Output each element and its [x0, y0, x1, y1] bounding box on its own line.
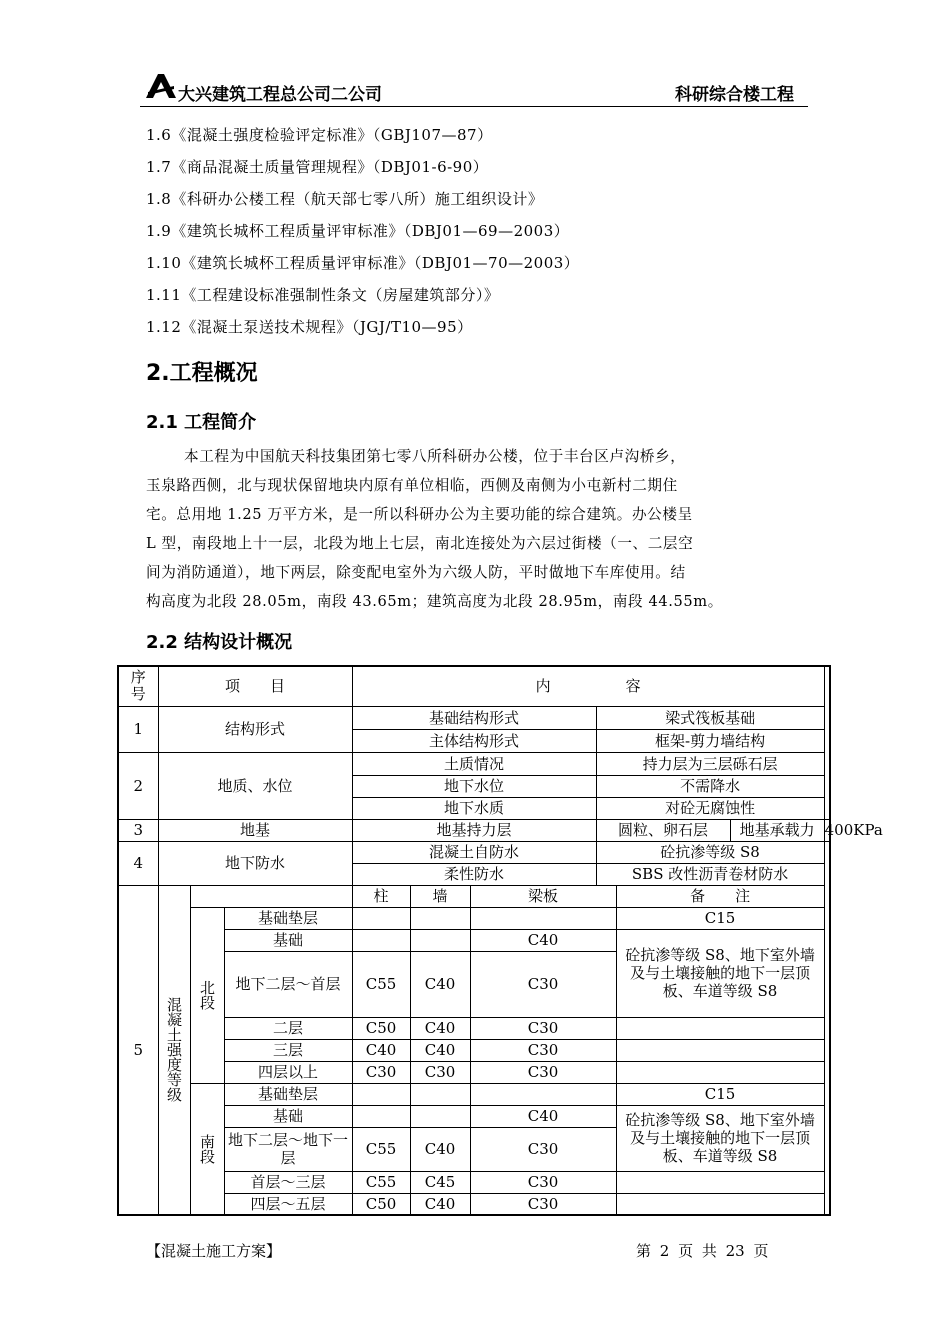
column-grade [352, 929, 410, 951]
row-item: 地质、水位 [158, 752, 352, 819]
row-number: 2 [118, 752, 158, 819]
note-cell [616, 1171, 824, 1193]
north-section-label: 北段 [190, 907, 224, 1083]
concrete-header-row [118, 885, 830, 907]
beam-grade [470, 907, 616, 929]
row-value: 不需降水 [596, 775, 824, 797]
column-grade [352, 1083, 410, 1105]
table-row [118, 907, 830, 929]
header-item: 项 目 [158, 666, 352, 706]
column-grade [352, 1105, 410, 1127]
note-cell [616, 1017, 824, 1039]
table-row [118, 1171, 830, 1193]
row-number: 5 [118, 885, 158, 1215]
reference-item: 1.12《混凝土泵送技术规程》（JGJ/T10—95） [146, 318, 473, 336]
table-row [118, 1017, 830, 1039]
table-row [118, 706, 830, 729]
column-grade: C50 [352, 1017, 410, 1039]
reference-item: 1.6《混凝土强度检验评定标准》（GBJ107—87） [146, 126, 493, 144]
bearing-capacity-value: 400KPa [824, 821, 883, 839]
wall-grade: C40 [410, 1193, 470, 1215]
wall-grade: C45 [410, 1171, 470, 1193]
wall-grade: C40 [410, 1017, 470, 1039]
part-cell: 基础 [224, 929, 352, 951]
blank-cell [190, 885, 352, 907]
paragraph-line: L 型，南段地上十一层，北段为地上七层，南北连接处为六层过街楼（一、二层空 [146, 535, 694, 552]
row-item: 地基 [158, 819, 352, 841]
row-label: 混凝土自防水 [352, 841, 596, 863]
note-cell: C15 [616, 1083, 824, 1105]
beam-grade: C30 [470, 1061, 616, 1083]
wall-grade: C40 [410, 1039, 470, 1061]
row-value: 梁式筏板基础 [596, 706, 824, 729]
row-label: 主体结构形式 [352, 729, 596, 752]
reference-item: 1.9《建筑长城杯工程质量评审标准》（DBJ01—69—2003） [146, 222, 570, 240]
footer-page-number: 第 2 页 共 23 页 [636, 1242, 769, 1260]
row-item: 地下防水 [158, 841, 352, 885]
part-cell: 地下二层～地下一层 [224, 1127, 352, 1171]
beam-grade: C30 [470, 1017, 616, 1039]
company-name: 大兴建筑工程总公司二公司 [178, 85, 382, 105]
header-note: 备 注 [616, 885, 824, 907]
subsection-heading: 2.2 结构设计概况 [146, 632, 293, 653]
paragraph-line: 构高度为北段 28.05m，南段 43.65m；建筑高度为北段 28.95m，南段 44.55m。 [146, 593, 723, 610]
page-header [140, 72, 808, 107]
row-label: 基础结构形式 [352, 706, 596, 729]
row-number: 3 [118, 819, 158, 841]
part-cell: 基础 [224, 1105, 352, 1127]
row-value: 对砼无腐蚀性 [596, 797, 824, 819]
row-number: 1 [118, 706, 158, 752]
paragraph-line: 宅。总用地 1.25 万平方米，是一所以科研办公为主要功能的综合建筑。办公楼呈 [146, 506, 693, 523]
header-beam: 梁板 [470, 885, 616, 907]
row-label: 地基持力层 [352, 819, 596, 841]
project-summary [146, 442, 810, 616]
note-cell [616, 1039, 824, 1061]
beam-grade: C30 [470, 1039, 616, 1061]
footer-document-title: 【混凝土施工方案】 [146, 1242, 282, 1260]
beam-grade: C40 [470, 929, 616, 951]
header-seq: 序号 [118, 666, 158, 706]
row-number: 4 [118, 841, 158, 885]
beam-grade: C40 [470, 1105, 616, 1127]
row-label: 柔性防水 [352, 863, 596, 885]
note-cell: 砼抗渗等级 S8、地下室外墙及与土壤接触的地下一层顶板、车道等级 S8 [616, 1105, 824, 1171]
beam-grade [470, 1083, 616, 1105]
header-column: 柱 [352, 885, 410, 907]
row-value: 砼抗渗等级 S8 [596, 841, 824, 863]
wall-grade: C30 [410, 1061, 470, 1083]
reference-item: 1.11《工程建设标准强制性条文（房屋建筑部分）》 [146, 286, 500, 304]
table-row [118, 1193, 830, 1215]
table-row [118, 1039, 830, 1061]
note-cell: 砼抗渗等级 S8、地下室外墙及与土壤接触的地下一层顶板、车道等级 S8 [616, 929, 824, 1017]
section-heading: 2.工程概况 [146, 361, 258, 386]
reference-item: 1.8《科研办公楼工程（航天部七零八所）施工组织设计》 [146, 190, 544, 208]
paragraph-line: 玉泉路西侧，北与现状保留地块内原有单位相临，西侧及南侧为小屯新村二期住 [146, 477, 678, 494]
column-grade: C55 [352, 1171, 410, 1193]
column-grade: C55 [352, 1127, 410, 1171]
subsection-heading: 2.1 工程简介 [146, 412, 257, 433]
part-cell: 三层 [224, 1039, 352, 1061]
wall-grade [410, 907, 470, 929]
paragraph-line: 间为消防通道），地下两层，除变配电室外为六级人防，平时做地下车库使用。结 [146, 564, 686, 581]
paragraph-line: 本工程为中国航天科技集团第七零八所科研办公楼，位于丰台区卢沟桥乡， [184, 448, 686, 465]
beam-grade: C30 [470, 951, 616, 1017]
beam-grade: C30 [470, 1193, 616, 1215]
south-section-label: 南段 [190, 1083, 224, 1215]
table-row [118, 819, 830, 841]
project-name: 科研综合楼工程 [675, 85, 794, 105]
structure-design-table [117, 665, 883, 1216]
table-row [118, 1061, 830, 1083]
part-cell: 基础垫层 [224, 907, 352, 929]
row-label: 地下水质 [352, 797, 596, 819]
column-grade: C30 [352, 1061, 410, 1083]
row-value: SBS 改性沥青卷材防水 [596, 863, 824, 885]
row-label: 地下水位 [352, 775, 596, 797]
table-header-row [118, 666, 830, 706]
part-cell: 四层以上 [224, 1061, 352, 1083]
part-cell: 四层～五层 [224, 1193, 352, 1215]
row-label: 土质情况 [352, 752, 596, 775]
column-grade: C55 [352, 951, 410, 1017]
table-row [118, 1105, 830, 1127]
wall-grade [410, 1105, 470, 1127]
note-cell: C15 [616, 907, 824, 929]
part-cell: 地下二层～首层 [224, 951, 352, 1017]
row-value: 持力层为三层砾石层 [596, 752, 824, 775]
company-logo-icon [144, 72, 178, 100]
column-grade [352, 907, 410, 929]
table-row [118, 841, 830, 863]
bearing-capacity-label: 地基承载力 [730, 819, 824, 841]
beam-grade: C30 [470, 1127, 616, 1171]
table-row [118, 752, 830, 775]
table-row [118, 929, 830, 951]
header-wall: 墙 [410, 885, 470, 907]
reference-item: 1.7《商品混凝土质量管理规程》（DBJ01-6-90） [146, 158, 489, 176]
beam-grade: C30 [470, 1171, 616, 1193]
table-row [118, 1083, 830, 1105]
row-value: 框架-剪力墙结构 [596, 729, 824, 752]
wall-grade: C40 [410, 951, 470, 1017]
reference-item: 1.10《建筑长城杯工程质量评审标准》（DBJ01—70—2003） [146, 254, 580, 272]
note-cell [616, 1061, 824, 1083]
wall-grade [410, 1083, 470, 1105]
row-value: 圆粒、卵石层 [596, 819, 730, 841]
header-content: 内 容 [352, 666, 824, 706]
row-item: 混凝土强度等级 [158, 885, 190, 1215]
part-cell: 首层～三层 [224, 1171, 352, 1193]
column-grade: C40 [352, 1039, 410, 1061]
note-cell [616, 1193, 824, 1215]
part-cell: 基础垫层 [224, 1083, 352, 1105]
wall-grade: C40 [410, 1127, 470, 1171]
row-item: 结构形式 [158, 706, 352, 752]
column-grade: C50 [352, 1193, 410, 1215]
part-cell: 二层 [224, 1017, 352, 1039]
wall-grade [410, 929, 470, 951]
